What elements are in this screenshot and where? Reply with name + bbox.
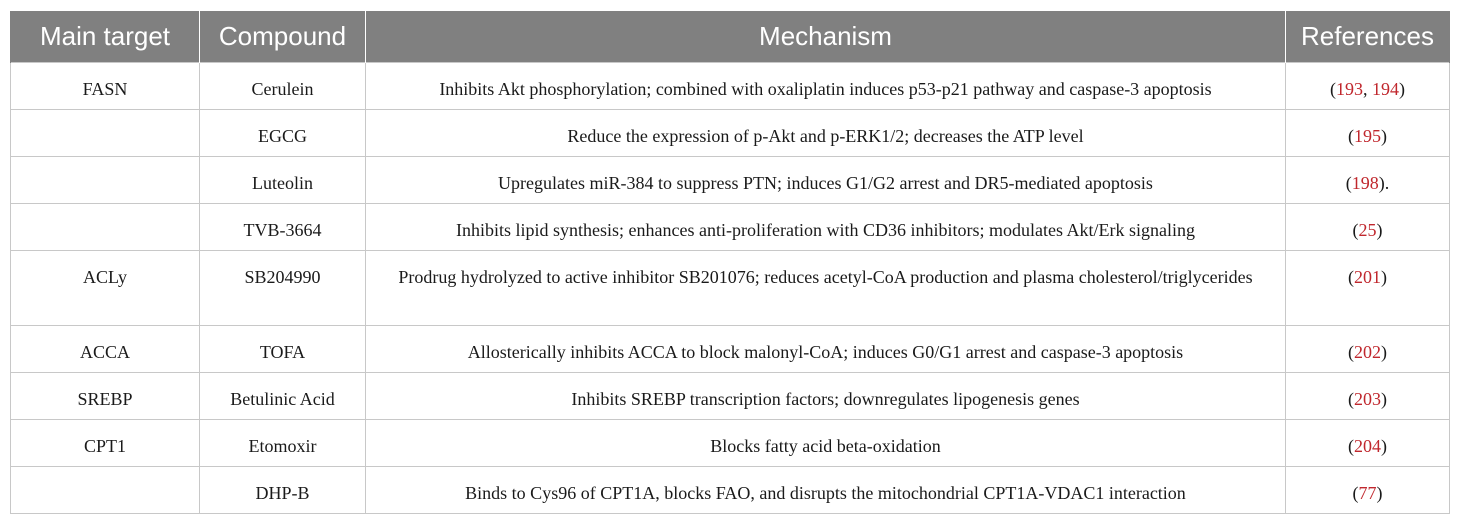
- cell-mechanism: Inhibits lipid synthesis; enhances anti-proliferation with CD36 inhibitors; modulates Akt/Erk signaling: [366, 204, 1286, 251]
- table-row: [11, 63, 1450, 110]
- cell-mechanism: Inhibits SREBP transcription factors; downregulates lipogenesis genes: [366, 373, 1286, 420]
- table-row: [11, 157, 1450, 204]
- cell-mechanism: Allosterically inhibits ACCA to block malonyl-CoA; induces G0/G1 arrest and caspase-3 apoptosis: [366, 326, 1286, 373]
- ref-open-paren: (: [1348, 342, 1354, 362]
- reference-link[interactable]: 203: [1354, 389, 1381, 409]
- header-main-target: Main target: [11, 11, 200, 63]
- cell-main-target: [11, 157, 200, 204]
- ref-open-paren: (: [1352, 220, 1359, 240]
- ref-close-paren: ): [1381, 436, 1387, 456]
- ref-close-paren: ): [1376, 483, 1383, 503]
- ref-open-paren: (: [1348, 389, 1354, 409]
- table-row: [11, 326, 1450, 373]
- reference-link[interactable]: 198: [1351, 173, 1379, 193]
- header-row: [11, 11, 1450, 63]
- cell-mechanism: Inhibits Akt phosphorylation; combined with oxaliplatin induces p53-p21 pathway and caspase-3 apoptosis: [366, 63, 1286, 110]
- ref-open-paren: (: [1348, 267, 1354, 287]
- cell-references: [1286, 157, 1450, 204]
- cell-references: [1286, 63, 1450, 110]
- cell-mechanism: Upregulates miR-384 to suppress PTN; induces G1/G2 arrest and DR5-mediated apoptosis: [366, 157, 1286, 204]
- reference-link[interactable]: 193: [1336, 79, 1363, 99]
- reference-link[interactable]: 204: [1354, 436, 1381, 456]
- table-row: [11, 110, 1450, 157]
- table-row: [11, 467, 1450, 514]
- reference-link[interactable]: 201: [1354, 267, 1381, 287]
- cell-main-target: CPT1: [11, 420, 200, 467]
- cell-compound: TVB-3664: [200, 204, 366, 251]
- cell-mechanism: Prodrug hydrolyzed to active inhibitor SB201076; reduces acetyl-CoA production and plasma cholesterol/triglycerides: [366, 251, 1286, 326]
- ref-open-paren: (: [1330, 79, 1336, 99]
- cell-main-target: [11, 204, 200, 251]
- ref-close-paren: ): [1376, 220, 1383, 240]
- ref-open-paren: (: [1348, 436, 1354, 456]
- cell-references: [1286, 373, 1450, 420]
- reference-link[interactable]: 25: [1358, 220, 1377, 240]
- cell-references: [1286, 420, 1450, 467]
- cell-compound: EGCG: [200, 110, 366, 157]
- ref-close-paren: ): [1381, 342, 1387, 362]
- cell-main-target: ACLy: [11, 251, 200, 326]
- cell-main-target: ACCA: [11, 326, 200, 373]
- cell-mechanism: Binds to Cys96 of CPT1A, blocks FAO, and disrupts the mitochondrial CPT1A-VDAC1 interaction: [366, 467, 1286, 514]
- cell-mechanism: Reduce the expression of p-Akt and p-ERK1/2; decreases the ATP level: [366, 110, 1286, 157]
- ref-close-paren: ): [1381, 267, 1387, 287]
- ref-open-paren: (: [1348, 126, 1354, 146]
- cell-references: [1286, 204, 1450, 251]
- table-row: [11, 204, 1450, 251]
- ref-close-paren: ): [1381, 126, 1387, 146]
- header-mechanism: Mechanism: [366, 11, 1286, 63]
- table-body: [11, 63, 1450, 514]
- cell-main-target: FASN: [11, 63, 200, 110]
- table-header: [11, 11, 1450, 63]
- table-row: [11, 420, 1450, 467]
- cell-references: [1286, 251, 1450, 326]
- ref-open-paren: (: [1345, 173, 1352, 193]
- ref-close-paren: ): [1399, 79, 1405, 99]
- cell-mechanism: Blocks fatty acid beta-oxidation: [366, 420, 1286, 467]
- table-row: [11, 251, 1450, 326]
- cell-compound: TOFA: [200, 326, 366, 373]
- cell-references: [1286, 326, 1450, 373]
- ref-open-paren: (: [1352, 483, 1359, 503]
- cell-references: [1286, 467, 1450, 514]
- compound-table-container: [10, 11, 1449, 514]
- cell-compound: Luteolin: [200, 157, 366, 204]
- cell-compound: Betulinic Acid: [200, 373, 366, 420]
- ref-suffix: .: [1384, 173, 1390, 193]
- reference-link[interactable]: 202: [1354, 342, 1381, 362]
- cell-compound: Etomoxir: [200, 420, 366, 467]
- ref-separator: ,: [1363, 79, 1372, 99]
- cell-compound: SB204990: [200, 251, 366, 326]
- reference-link[interactable]: 194: [1372, 79, 1399, 99]
- reference-link[interactable]: 77: [1358, 483, 1377, 503]
- cell-main-target: SREBP: [11, 373, 200, 420]
- cell-compound: Cerulein: [200, 63, 366, 110]
- compound-table: [10, 11, 1450, 514]
- reference-link[interactable]: 195: [1354, 126, 1381, 146]
- table-row: [11, 373, 1450, 420]
- cell-references: [1286, 110, 1450, 157]
- ref-close-paren: ): [1381, 389, 1387, 409]
- header-references: References: [1286, 11, 1450, 63]
- ref-close-paren: ): [1378, 173, 1385, 193]
- cell-compound: DHP-B: [200, 467, 366, 514]
- cell-main-target: [11, 110, 200, 157]
- cell-main-target: [11, 467, 200, 514]
- header-compound: Compound: [200, 11, 366, 63]
